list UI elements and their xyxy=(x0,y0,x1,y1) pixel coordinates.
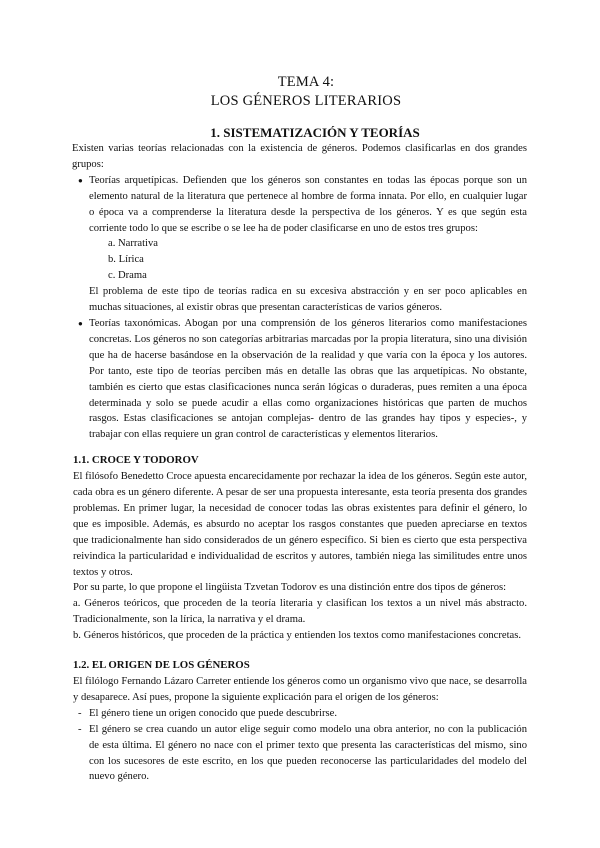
origin-item: - El género se crea cuando un autor elige seguir como modelo una obra anterior, no con la publicación de esta última. El género no nace con el primer texto que presenta las características del mismo, sino con los sucesores de este escrito, en los que pueden reconocerse las particularidades del modelo del nuevo género. xyxy=(78,722,527,786)
bullet-archetypal-text: ● Teorías arquetípicas. Defienden que los géneros son constantes en todas las épocas porque son un elemento natural de la literatura que pertenece al hombre de forma innata. Por ello, en cualquier lugar o época va a comprenderse la literatura desde la perspectiva de los géneros. Y es que según esta corriente todo lo que se escribe o se lee ha de poder clasificarse en uno de estos tres grupos: xyxy=(89,174,527,234)
todorov-item-historical: b. Géneros históricos, que proceden de la práctica y entienden los textos como manifestaciones concretas. xyxy=(73,630,522,642)
title-line-1: TEMA 4: xyxy=(277,74,335,90)
bullet-taxonomic-text: ● Teorías taxonómicas. Abogan por una comprensión de los géneros literarios como manifestaciones concretas. Los géneros no son categorías arbitrarias marcadas por la propia literatura, sino una división que ha de hacerse basándose en la observación de la realidad y que varía con la época y los autores. Por tanto, este tipo de teorías perciben más en detalle las obras que las arquetípicas. No obstante, también es cierto que estas clasificaciones nunca serán lógicas o duraderas, pues remiten a una época determinada y solo se puede acudir a ellas como organizaciones históricas que parten de muchos rasgos. Estas clasificaciones se antojan complejas- dentro de las grandes hay tipos y especies-, y trabajar con ellas requiere un gran control de características y elementos literarios. xyxy=(89,317,527,441)
theory-list xyxy=(73,173,527,443)
todorov-item-theoretical: a. Géneros teóricos, que proceden de la teoría literaria y clasifican los textos a un nivel más abstracto. Tradicionalmente, son la lírica, la narrativa y el drama. xyxy=(73,598,527,626)
genre-groups-list xyxy=(89,236,527,284)
origin-item: - El género tiene un origen conocido que puede descubrirse. xyxy=(78,706,527,722)
origin-list xyxy=(73,706,527,786)
bullet-taxonomic xyxy=(78,316,527,443)
section-1-intro: Existen varias teorías relacionadas con la existencia de géneros. Podemos clasificarlas en dos grandes grupos: xyxy=(72,143,527,170)
genre-group-item: c. Drama xyxy=(108,270,147,282)
genre-group-item: b. Lírica xyxy=(108,254,144,266)
genre-group-item: a. Narrativa xyxy=(108,238,158,250)
todorov-paragraph: Por su parte, lo que propone el lingüista Tzvetan Todorov es una distinción entre dos tipos de géneros: xyxy=(73,582,507,594)
title-line-2: LOS GÉNEROS LITERARIOS xyxy=(210,93,402,109)
carreter-paragraph: El filólogo Fernando Lázaro Carreter entiende los géneros como un organismo vivo que nace, se desarrolla y desaparece. Así pues, propone la siguiente explicación para el origen de los géneros: xyxy=(73,676,527,703)
document-title xyxy=(85,73,527,111)
bullet-archetypal xyxy=(78,173,527,316)
section-1-1-heading: 1.1. CROCE Y TODOROV xyxy=(73,454,199,467)
croce-paragraph: El filósofo Benedetto Croce apuesta encarecidamente por rechazar la idea de los géneros. Según este autor, cada obra es un género diferente. A pesar de ser una propuesta interesante, esta teoría presenta dos grandes problemas. En primer lugar, la necesidad de conocer todas las obras existentes para definir el género, lo que es imposible. Además, es absurdo no aceptar los rasgos constantes que pueden apreciarse en textos que tradicionalmente han sido considerados de un género específico. Si bien es cierto que esta perspectiva reivindica la particularidad e individualidad de escritos y autores, también niega las similitudes entre unos textos y otros. xyxy=(73,471,527,578)
archetypal-problem-text: El problema de este tipo de teorías radica en su excesiva abstracción y en ser poco aplicables en muchas situaciones, al existir obras que presentan características de varios géneros. xyxy=(89,286,527,314)
section-1-heading: 1. SISTEMATIZACIÓN Y TEORÍAS xyxy=(210,125,420,140)
document-body xyxy=(73,73,527,785)
todorov-genres-list xyxy=(73,596,527,644)
section-1-2-heading: 1.2. EL ORIGEN DE LOS GÉNEROS xyxy=(73,659,250,672)
